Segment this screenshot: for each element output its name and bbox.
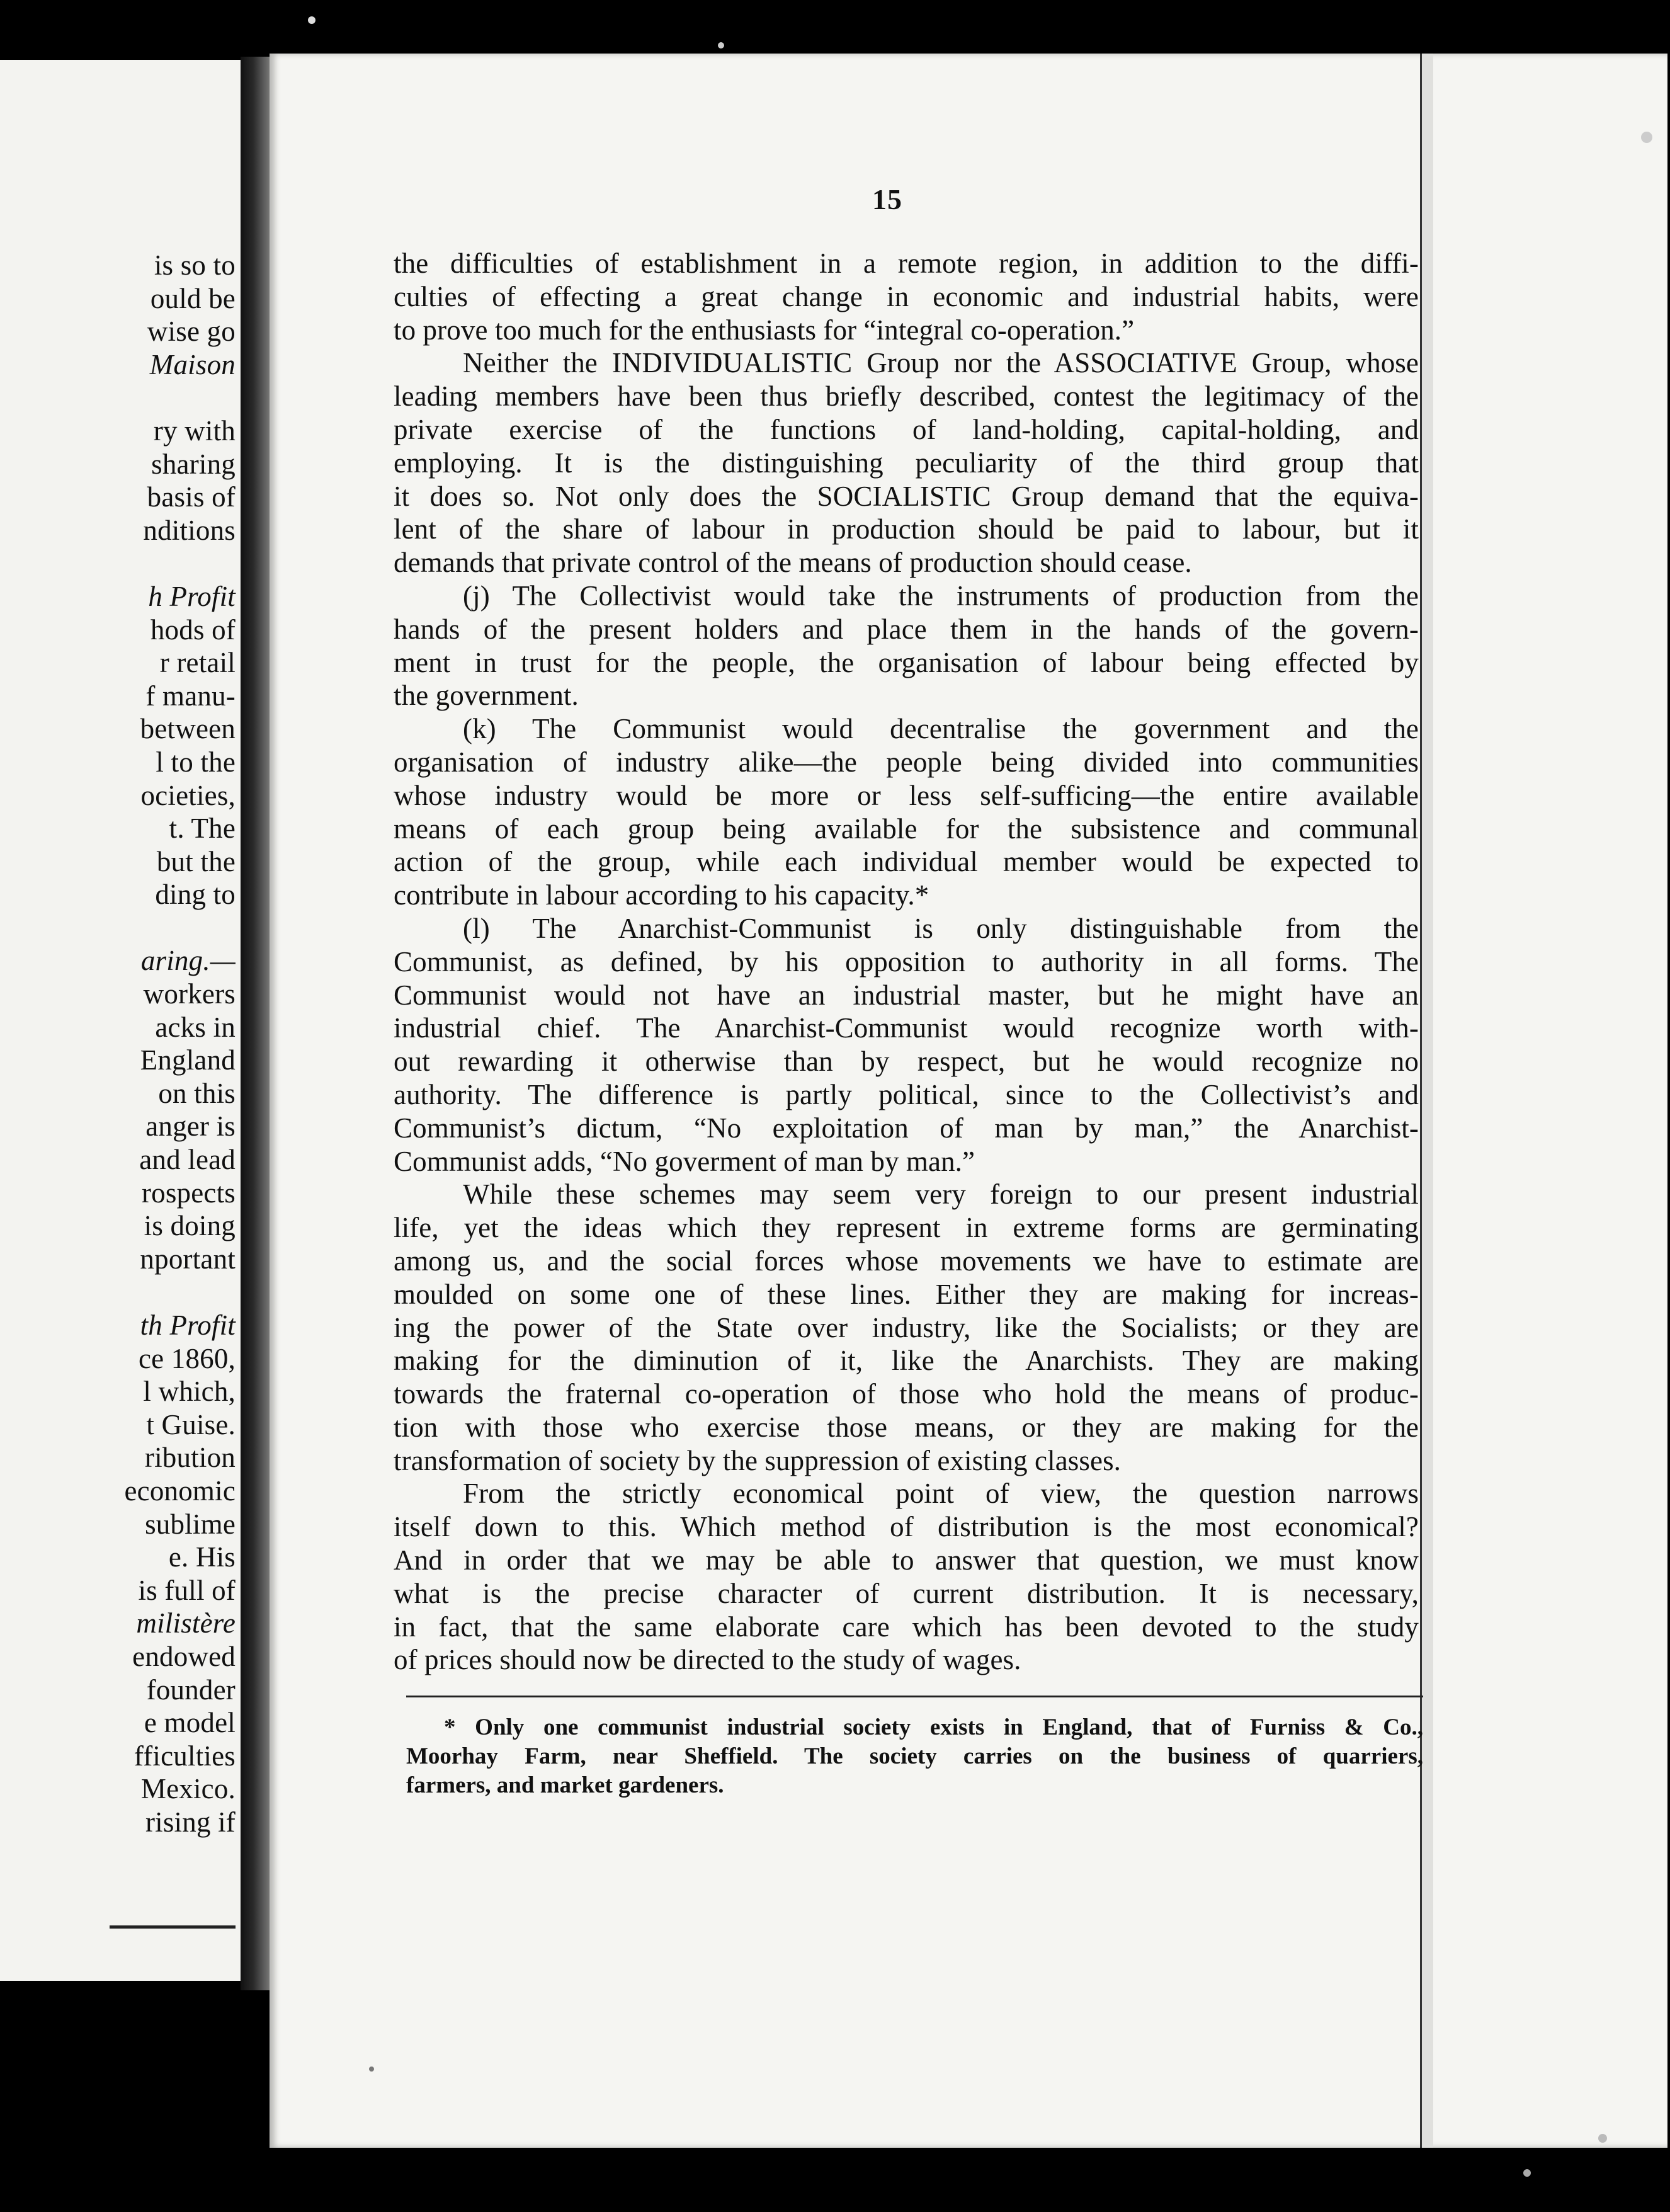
text-line: itself down to this. Which method of distribution is the most economical? bbox=[394, 1511, 1419, 1543]
left-page-text bbox=[0, 249, 236, 1839]
text-line: organisation of industry alike—the people being divided into communities bbox=[394, 746, 1419, 778]
text-line: means of each group being available for the subsistence and communal bbox=[394, 812, 1419, 845]
text-line: making for the diminution of it, like the Anarchists. They are making bbox=[394, 1345, 1419, 1377]
left-page-line: ry with bbox=[153, 414, 236, 447]
page-edge bbox=[1420, 54, 1433, 2148]
left-page-line: is doing bbox=[144, 1210, 236, 1242]
left-page-line: on this bbox=[158, 1077, 236, 1109]
text-line: in fact, that the same elaborate care which has been devoted to the study bbox=[394, 1611, 1419, 1643]
text-line: moulded on some one of these lines. Either they are making for increas- bbox=[394, 1278, 1419, 1310]
text-line: authority. The difference is partly political, since to the Collectivist’s and bbox=[394, 1078, 1419, 1110]
left-page-fragment bbox=[0, 60, 241, 1981]
left-page-line: l which, bbox=[143, 1376, 236, 1408]
text-line: what is the precise character of current distribution. It is necessary, bbox=[394, 1577, 1419, 1609]
text-line: tion with those who exercise those means, or they are making for the bbox=[394, 1411, 1419, 1443]
left-page-line: ocieties, bbox=[140, 779, 236, 811]
text-line: life, yet the ideas which they represent in extreme forms are germinating bbox=[394, 1212, 1419, 1244]
left-page-line: anger is bbox=[145, 1110, 236, 1143]
left-page-line bbox=[0, 547, 236, 580]
left-page-line: milistère bbox=[136, 1607, 236, 1639]
left-page-line: between bbox=[140, 713, 236, 745]
left-page-line: and lead bbox=[139, 1144, 236, 1176]
left-page-line: rising if bbox=[145, 1806, 236, 1838]
text-line: Communist, as defined, by his opposition to authority in all forms. The bbox=[394, 945, 1419, 978]
left-page-line: nportant bbox=[140, 1243, 236, 1275]
text-line: among us, and the social forces whose movements we have to estimate are bbox=[394, 1245, 1419, 1277]
left-page-line: ribution bbox=[144, 1442, 236, 1474]
text-line: hands of the present holders and place them in the hands of the govern- bbox=[394, 613, 1419, 645]
text-line: Communist adds, “No goverment of man by man.” bbox=[394, 1145, 975, 1177]
text-line: it does so. Not only does the SOCIALISTIC Group demand that the equiva- bbox=[394, 480, 1419, 512]
left-page-line: th Profit bbox=[140, 1309, 236, 1341]
left-page-line: h Profit bbox=[148, 580, 236, 612]
text-line: leading members have been thus briefly described, contest the legitimacy of the bbox=[394, 380, 1419, 413]
text-line: employing. It is the distinguishing peculiarity of the third group that bbox=[394, 447, 1419, 479]
left-page-line bbox=[0, 381, 236, 414]
left-page-line: aring.— bbox=[140, 945, 236, 977]
footnote-rule bbox=[406, 1696, 1423, 1697]
left-page-line: basis of bbox=[147, 481, 236, 513]
footnote-line: Moorhay Farm, near Sheffield. The society carries on the business of quarriers, bbox=[406, 1743, 1423, 1769]
text-line: the government. bbox=[394, 680, 579, 712]
text-line: contribute in labour according to his capacity.* bbox=[394, 879, 929, 911]
text-line: culties of effecting a great change in economic and industrial habits, were bbox=[394, 280, 1419, 312]
left-page-line: Maison bbox=[149, 348, 236, 380]
footnote-line: farmers, and market gardeners. bbox=[406, 1772, 724, 1798]
left-page-line: hods of bbox=[150, 613, 236, 646]
left-page-line: is so to bbox=[154, 249, 236, 281]
text-line: of prices should now be directed to the study of wages. bbox=[394, 1644, 1021, 1676]
text-line: (j) The Collectivist would take the instruments of production from the bbox=[463, 579, 1419, 612]
left-page-line: e model bbox=[144, 1707, 236, 1739]
left-page-line: rospects bbox=[141, 1177, 236, 1209]
left-page-line: is full of bbox=[138, 1574, 236, 1606]
left-page-line: economic bbox=[124, 1474, 236, 1507]
text-line: the difficulties of establishment in a remote region, in addition to the diffi- bbox=[394, 248, 1419, 279]
left-page-line: ce 1860, bbox=[138, 1342, 236, 1374]
left-page-line: founder bbox=[146, 1673, 236, 1706]
text-line: towards the fraternal co-operation of those who hold the means of produc- bbox=[394, 1378, 1419, 1410]
text-line: ment in trust for the people, the organisation of labour being effected by bbox=[394, 646, 1419, 678]
left-page-line: e. His bbox=[168, 1541, 236, 1573]
left-page-line: England bbox=[140, 1044, 236, 1076]
left-page-line: Mexico. bbox=[140, 1773, 236, 1805]
left-page-footnote-rule bbox=[110, 1925, 236, 1929]
left-page-line: sharing bbox=[151, 448, 236, 480]
left-page-line: workers bbox=[143, 978, 236, 1010]
text-line: lent of the share of labour in production should be paid to labour, but it bbox=[394, 513, 1419, 545]
text-line: ing the power of the State over industry, like the Socialists; or they are bbox=[394, 1311, 1419, 1343]
left-page-line: t. The bbox=[169, 812, 236, 845]
footnote-line: * Only one communist industrial society exists in England, that of Furniss & Co., bbox=[444, 1714, 1423, 1740]
left-page-line: ding to bbox=[155, 879, 236, 911]
text-line: From the strictly economical point of view, the question narrows bbox=[463, 1478, 1419, 1510]
left-page-line: t Guise. bbox=[146, 1408, 236, 1440]
left-page-line: l to the bbox=[156, 746, 236, 778]
left-page-line: endowed bbox=[132, 1640, 236, 1672]
left-page-line: wise go bbox=[147, 316, 236, 348]
text-line: And in order that we may be able to answer that question, we must know bbox=[394, 1544, 1419, 1576]
left-page-line: but the bbox=[156, 845, 236, 877]
body-text bbox=[394, 247, 1419, 1677]
left-page-line: sublime bbox=[145, 1508, 236, 1540]
left-page-line: fficulties bbox=[133, 1740, 236, 1772]
left-page-line: f manu- bbox=[145, 680, 236, 712]
left-page-line: r retail bbox=[159, 647, 236, 679]
text-line: whose industry would be more or less self-sufficing—the entire available bbox=[394, 779, 1419, 811]
text-line: (l) The Anarchist-Communist is only distinguishable from the bbox=[463, 912, 1419, 944]
left-page-line: ould be bbox=[150, 282, 236, 314]
text-line: While these schemes may seem very foreign to our present industrial bbox=[463, 1178, 1419, 1211]
left-page-line: acks in bbox=[155, 1011, 236, 1043]
text-line: Communist would not have an industrial master, but he might have an bbox=[394, 979, 1419, 1011]
text-line: private exercise of the functions of land-holding, capital-holding, and bbox=[394, 413, 1419, 445]
text-line: Neither the INDIVIDUALISTIC Group nor the ASSOCIATIVE Group, whose bbox=[463, 347, 1419, 379]
text-line: transformation of society by the suppression of existing classes. bbox=[394, 1444, 1122, 1476]
footnote bbox=[406, 1713, 1423, 1800]
left-page-line bbox=[0, 1275, 236, 1309]
text-line: to prove too much for the enthusiasts for “integral co-operation.” bbox=[394, 314, 1135, 346]
left-page-line bbox=[0, 911, 236, 945]
text-line: demands that private control of the means of production should cease. bbox=[394, 547, 1192, 579]
text-line: (k) The Communist would decentralise the government and the bbox=[463, 713, 1419, 745]
text-line: out rewarding it otherwise than by respect, but he would recognize no bbox=[394, 1046, 1419, 1078]
left-page-line: nditions bbox=[143, 514, 236, 546]
page-number: 15 bbox=[872, 183, 902, 215]
text-line: industrial chief. The Anarchist-Communist would recognize worth with- bbox=[394, 1012, 1419, 1044]
text-line: action of the group, while each individual member would be expected to bbox=[394, 846, 1419, 878]
text-line: Communist’s dictum, “No exploitation of man by man,” the Anarchist- bbox=[394, 1112, 1419, 1144]
